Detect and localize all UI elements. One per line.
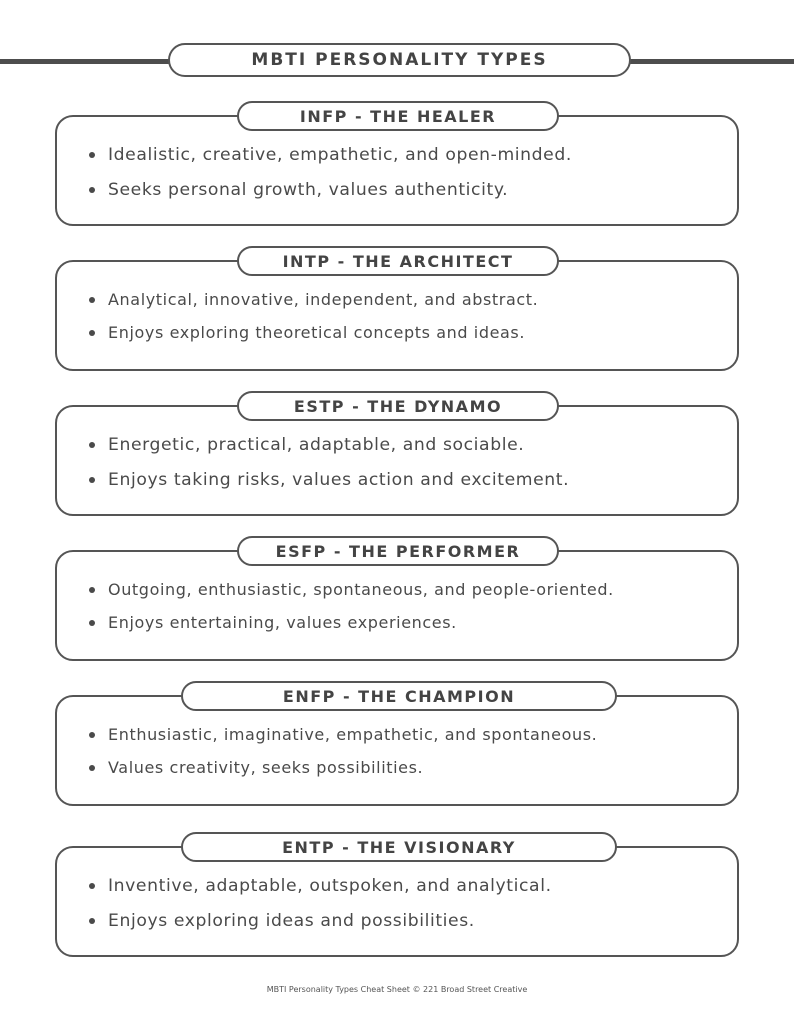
bullet-text: Enjoys exploring theoretical concepts and ideas.	[108, 323, 526, 342]
type-card-intp	[55, 251, 739, 371]
bullet-dot-icon	[89, 883, 95, 889]
bullet-item	[89, 758, 597, 778]
type-card-title: ESTP - THE DYNAMO	[237, 391, 559, 421]
bullet-item	[89, 323, 538, 343]
bullet-text: Seeks personal growth, values authenticity.	[108, 180, 509, 200]
bullet-item	[89, 911, 552, 931]
bullet-item	[89, 180, 572, 200]
bullet-item	[89, 470, 569, 490]
bullet-text: Values creativity, seeks possibilities.	[108, 758, 424, 777]
page-title: MBTI PERSONALITY TYPES	[168, 43, 631, 77]
type-card-enfp	[55, 686, 739, 806]
bullet-dot-icon	[89, 918, 95, 924]
type-card-entp	[55, 837, 739, 957]
bullet-item	[89, 145, 572, 165]
type-card-title: INFP - THE HEALER	[237, 101, 559, 131]
type-card-bullets	[89, 580, 614, 646]
bullet-text: Idealistic, creative, empathetic, and open-minded.	[108, 145, 572, 165]
type-card-bullets	[89, 145, 572, 215]
bullet-dot-icon	[89, 442, 95, 448]
bullet-item	[89, 613, 614, 633]
type-card-bullets	[89, 435, 569, 505]
bullet-dot-icon	[89, 587, 95, 593]
bullet-item	[89, 725, 597, 745]
bullet-item	[89, 435, 569, 455]
bullet-text: Enjoys taking risks, values action and excitement.	[108, 470, 570, 490]
bullet-item	[89, 876, 552, 896]
type-card-esfp	[55, 541, 739, 661]
bullet-dot-icon	[89, 297, 95, 303]
bullet-text: Inventive, adaptable, outspoken, and analytical.	[108, 876, 552, 896]
type-card-bullets	[89, 725, 597, 791]
bullet-item	[89, 290, 538, 310]
bullet-dot-icon	[89, 477, 95, 483]
type-card-title: ESFP - THE PERFORMER	[237, 536, 559, 566]
bullet-dot-icon	[89, 187, 95, 193]
bullet-text: Outgoing, enthusiastic, spontaneous, and people-oriented.	[108, 580, 614, 599]
type-card-infp	[55, 106, 739, 226]
bullet-dot-icon	[89, 620, 95, 626]
bullet-text: Enjoys entertaining, values experiences.	[108, 613, 457, 632]
bullet-dot-icon	[89, 765, 95, 771]
bullet-text: Enthusiastic, imaginative, empathetic, and spontaneous.	[108, 725, 598, 744]
type-card-title: ENTP - THE VISIONARY	[181, 832, 617, 862]
bullet-text: Energetic, practical, adaptable, and sociable.	[108, 435, 525, 455]
bullet-item	[89, 580, 614, 600]
bullet-dot-icon	[89, 152, 95, 158]
type-card-title: INTP - THE ARCHITECT	[237, 246, 559, 276]
bullet-text: Enjoys exploring ideas and possibilities.	[108, 911, 475, 931]
type-card-bullets	[89, 290, 538, 356]
type-card-bullets	[89, 876, 552, 946]
type-card-estp	[55, 396, 739, 516]
bullet-dot-icon	[89, 732, 95, 738]
bullet-text: Analytical, innovative, independent, and abstract.	[108, 290, 539, 309]
bullet-dot-icon	[89, 330, 95, 336]
header-rule-left	[0, 59, 172, 64]
footer-copyright: MBTI Personality Types Cheat Sheet © 221 Broad Street Creative	[266, 985, 528, 994]
header-rule-right	[630, 59, 794, 64]
type-card-title: ENFP - THE CHAMPION	[181, 681, 617, 711]
